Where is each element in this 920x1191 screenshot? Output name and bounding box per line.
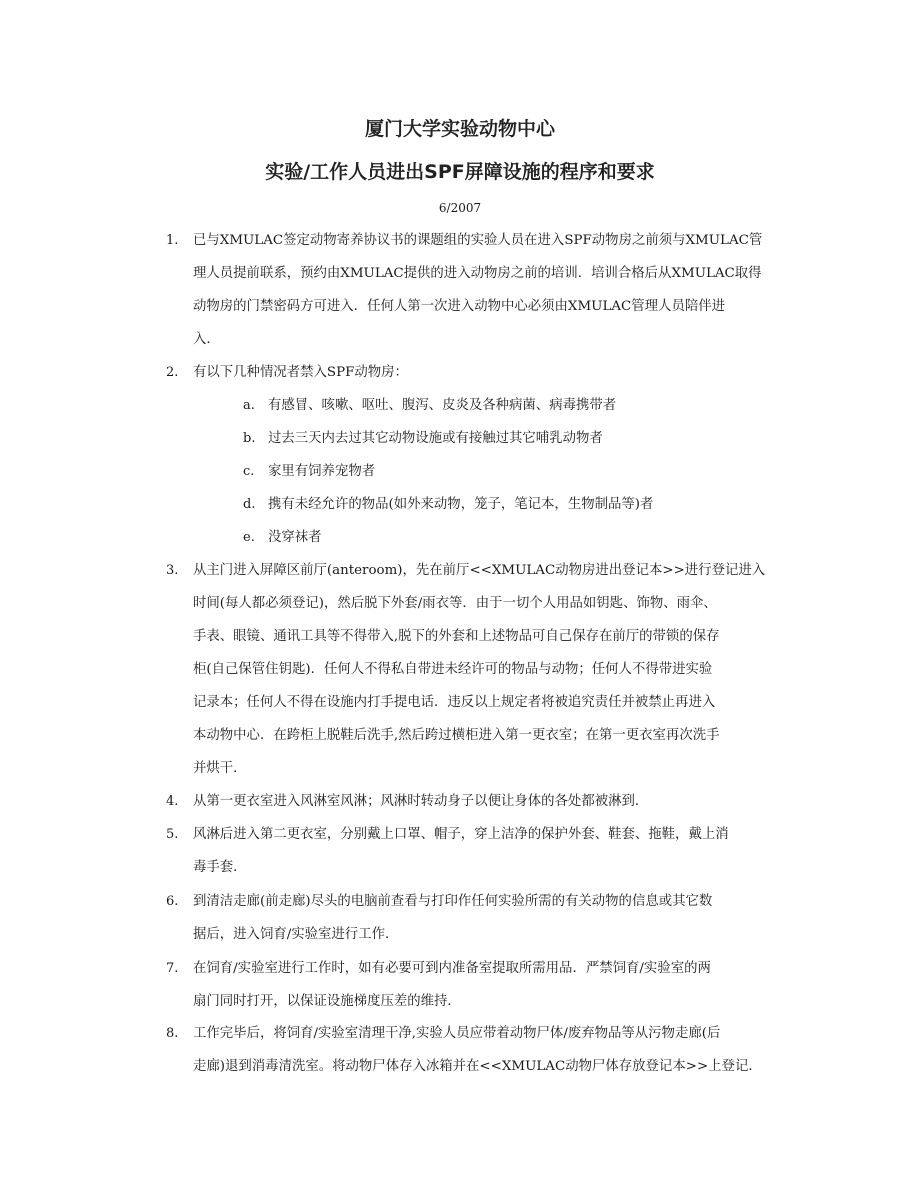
item-text xyxy=(193,952,758,1018)
text-line: 扇门同时打开，以保证设施梯度压差的维持． xyxy=(193,994,461,1009)
text-line: 在饲育/实验室进行工作时，如有必要可到内准备室提取所需用品．严禁饲育/实验室的两 xyxy=(193,961,711,976)
text-line: 本动物中心．在跨柜上脱鞋后洗手,然后跨过横柜进入第一更衣室；在第一更衣室再次洗手 xyxy=(193,728,720,743)
text-line: 理人员提前联系，预约由XMULAC提供的进入动物房之前的培训．培训合格后从XMULAC取得 xyxy=(193,266,762,281)
text-line: 手表、眼镜、通讯工具等不得带入,脱下的外套和上述物品可自己保存在前厅的带锁的保存 xyxy=(193,629,720,644)
item-number: 8. xyxy=(166,1026,179,1041)
item-number: 6. xyxy=(166,894,179,909)
item-text xyxy=(193,356,758,389)
organization-title: 厦门大学实验动物中心 xyxy=(364,118,555,140)
text-line: 时间(每人都必须登记)，然后脱下外套/雨衣等．由于一切个人用品如钥匙、饰物、雨伞、 xyxy=(193,596,717,611)
sub-item-letter: b. xyxy=(243,431,256,446)
text-line: 工作完毕后，将饲育/实验室清理干净,实验人员应带着动物尸体/废弃物品等从污物走廊(后 xyxy=(193,1026,721,1041)
item-text xyxy=(193,554,766,785)
text-line: 有以下几种情况者禁入SPF动物房： xyxy=(193,365,408,380)
text-line: 从主门进入屏障区前厅(anteroom)，先在前厅<<XMULAC动物房进出登记本>>进行登记进入 xyxy=(193,563,766,578)
text-line: 毒手套． xyxy=(193,860,247,875)
sub-list-item xyxy=(0,389,920,422)
sub-item-letter: a. xyxy=(243,398,255,413)
sub-list-item xyxy=(0,422,920,455)
sub-list-item xyxy=(0,455,920,488)
item-text xyxy=(193,785,758,818)
document-date: 6/2007 xyxy=(438,201,482,215)
text-line: 据后，进入饲育/实验室进行工作． xyxy=(193,927,399,942)
sub-item-letter: e. xyxy=(243,530,255,545)
item-text xyxy=(193,818,758,884)
item-text xyxy=(193,224,763,356)
sub-item-letter: d. xyxy=(243,497,256,512)
item-number: 5. xyxy=(166,827,179,842)
sub-item-letter: c. xyxy=(243,464,255,479)
sub-list-item xyxy=(0,521,920,554)
text-line: 柜(自己保管住钥匙)．任何人不得私自带进未经许可的物品与动物；任何人不得带进实验 xyxy=(193,662,713,677)
item-number: 4. xyxy=(166,794,179,809)
text-line: 已与XMULAC签定动物寄养协议书的课题组的实验人员在进入SPF动物房之前须与XMULAC管 xyxy=(193,233,763,248)
sub-item-text: 过去三天内去过其它动物设施或有接触过其它哺乳动物者 xyxy=(268,431,603,446)
item-number: 1. xyxy=(166,233,179,248)
sub-item-text: 家里有饲养宠物者 xyxy=(268,464,376,479)
text-line: 到清洁走廊(前走廊)尽头的电脑前查看与打印作任何实验所需的有关动物的信息或其它数 xyxy=(193,894,713,909)
item-number: 3. xyxy=(166,563,179,578)
sub-item-text: 携有未经允许的物品(如外来动物，笼子，笔记本，生物制品等)者 xyxy=(268,497,654,512)
text-line: 风淋后进入第二更衣室，分别戴上口罩、帽子，穿上洁净的保护外套、鞋套、拖鞋，戴上消 xyxy=(193,827,729,842)
item-number: 2. xyxy=(166,365,179,380)
sub-item-text: 有感冒、咳嗽、呕吐、腹泻、皮炎及各种病菌、病毒携带者 xyxy=(268,398,617,413)
text-line: 动物房的门禁密码方可进入．任何人第一次进入动物中心必须由XMULAC管理人员陪伴进 xyxy=(193,299,726,314)
text-line: 记录本；任何人不得在设施内打手提电话．违反以上规定者将被追究责任并被禁止再进入 xyxy=(193,695,716,710)
sub-item-text: 没穿袜者 xyxy=(268,530,322,545)
text-line: 从第一更衣室进入风淋室风淋；风淋时转动身子以便让身体的各处都被淋到． xyxy=(193,794,649,809)
text-line: 入． xyxy=(193,332,220,347)
sub-list-item xyxy=(0,488,920,521)
item-text xyxy=(193,885,758,951)
item-number: 7. xyxy=(166,961,179,976)
text-line: 走廊)退到消毒清洗室。将动物尸体存入冰箱并在<<XMULAC动物尸体存放登记本>>上登记． xyxy=(193,1059,762,1074)
document-title: 实验/工作人员进出SPF屏障设施的程序和要求 xyxy=(265,161,655,183)
text-line: 并烘干． xyxy=(193,761,247,776)
item-text xyxy=(193,1017,762,1083)
